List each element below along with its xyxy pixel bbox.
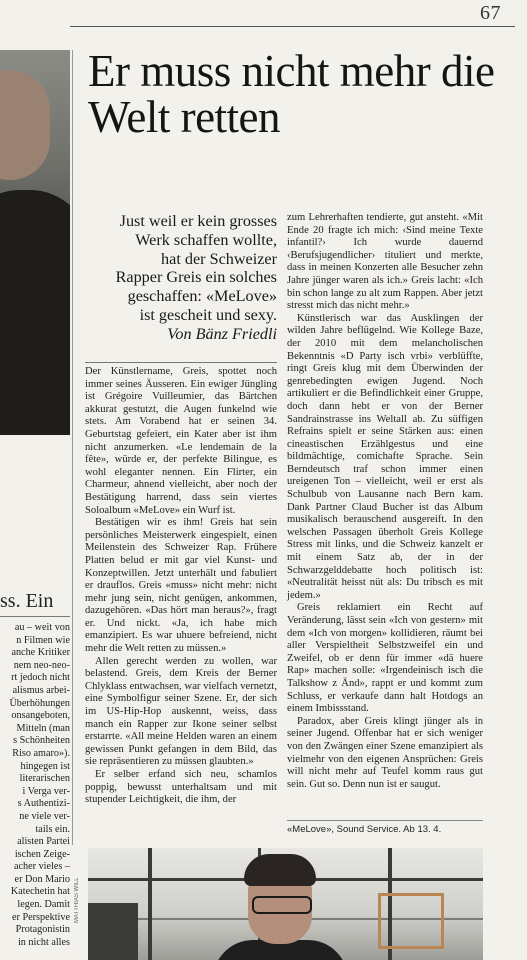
photo-orange-frame bbox=[378, 893, 444, 949]
lead-line: geschaffen: «MeLove» bbox=[127, 287, 277, 306]
article-headline: Er muss nicht mehr die Welt retten bbox=[88, 46, 495, 142]
lead-line: ist gescheit und sexy. bbox=[139, 305, 277, 324]
article-author: Von Bänz Friedli bbox=[167, 324, 277, 343]
photo-figure-head bbox=[0, 70, 50, 180]
left-column-line: Mitteln (man bbox=[16, 722, 70, 734]
left-column-line: Katechetin hat bbox=[10, 886, 70, 898]
top-rule bbox=[70, 26, 515, 27]
photo-credit: MATTHIAS WILL bbox=[74, 877, 80, 923]
left-article-column bbox=[0, 622, 70, 957]
paragraph: Künstlerisch war das Ausklingen der wilden Jahre beflügelnd. Wie Kollege Baze, der 2010 mit dem melancholischen Bekenntnis «D Party isch vrbi» verblüffte, ringt Greis klug mit dem Überwinden der genrebedingten ewigen Jugend. Noch artikuliert er die Befindlichkeit einer Gruppe, doch dann hebt er von der Berner Sandrainstrasse ins Weltall ab. Zu süffigen Refrains spielt er seine Stärken aus: einen cineastischen Erzählgestus und eine bildmächtige, comichafte Sprache. Sein Berndeutsch traf schon immer einen ureigenen Ton – vielleicht, weil er erst als Schulbub von Lausanne nach Bern kam. Dank Partner Claud Bucher ist das Album musikalisch berauschend ausgereift. In den welschen Passagen überholt Greis Kollege Stress mit links, und die Schweiz kanzelt er mit einem Satz ab, der in der Schwarzgelddebatte hoch politisch ist: «Neutralität heisst nüt als: Du tribsch es mit jedem.» bbox=[287, 312, 483, 601]
left-column-line: Riso amaro»). bbox=[12, 747, 70, 759]
article-column-1 bbox=[85, 366, 277, 807]
article-column-2 bbox=[287, 212, 483, 791]
article-photo bbox=[88, 848, 483, 960]
left-column-line: ischen Zeige- bbox=[14, 848, 70, 860]
left-column-line: er Don Mario bbox=[14, 873, 70, 885]
paragraph: Greis reklamiert ein Recht auf Veränderung, lässt sein «Ich von gestern» mit dem «Ich von morgen» kollidieren, räumt bei aller Verspieltheit Selbstzweifel ein und Zweifel, ob er denn für immer «dä huere Rap» machen solle: «Irgendeinisch isch die Talkshow z Änd», rappt er und kommt zum Schluss, er verkaufe dann halt Hotdogs an einem Imbissstand. bbox=[287, 602, 483, 715]
left-column-line: in nicht alles bbox=[17, 936, 70, 948]
photo-background-post bbox=[148, 848, 152, 960]
left-column-line: hingegen ist bbox=[20, 760, 70, 772]
credit-rule bbox=[287, 820, 483, 821]
left-rule bbox=[0, 616, 70, 617]
left-column-line: s Authentizi- bbox=[17, 798, 70, 810]
lead-line: hat der Schweizer bbox=[161, 249, 277, 268]
album-credit: «MeLove», Sound Service. Ab 13. 4. bbox=[287, 824, 442, 835]
lead-line: Just weil er kein grosses bbox=[119, 212, 277, 230]
lead-rule bbox=[85, 362, 277, 363]
left-column-line: onsangeboten, bbox=[11, 710, 70, 722]
left-column-line: nem neo-neo- bbox=[13, 659, 70, 671]
left-column-line: tails ein. bbox=[35, 823, 70, 835]
paragraph: Paradox, aber Greis klingt jünger als in seiner Jugend. Offenbar hat er sich weniger von den Zwängen einer Szene emanzipiert als vielmehr von den eigenen Ansprüchen: Greis will nicht mehr auf Teufel komm raus gut sein. Gut so. Denn nun ist er saugut. bbox=[287, 715, 483, 790]
left-column-line: legen. Damit bbox=[17, 899, 70, 911]
left-column-line: literarischen bbox=[19, 773, 70, 785]
left-column-line: Überhöhungen bbox=[9, 697, 70, 709]
left-column-line: alismus arbei- bbox=[12, 684, 70, 696]
lead-line: Rapper Greis ein solches bbox=[115, 268, 277, 287]
left-column-line: er Perspektive bbox=[12, 911, 70, 923]
left-column-line: acher vieles – bbox=[13, 861, 70, 873]
paragraph: Der Künstlername, Greis, spottet noch immer seines Äusseren. Ein ewiger Jüngling ist Grégoire Vuilleumier, das Bärtchen akkurat gestutzt, die Augen funkelnd wie stets. Am Vorabend hat er seinen 34. Geburtstag gefeiert, ein Kater aber ist ihm nicht anzumerken. «Le lendemain de la fête», würde er, der perfekte Bilingue, es wohl eleganter nennen. Ein Flirter, ein Charmeur, ahnend vielleicht, aber noch der Bestätigung harrend, dass sein viertes Soloalbum «MeLove» ein Wurf ist. bbox=[85, 366, 277, 516]
photo-subject-glasses bbox=[252, 896, 312, 914]
left-article-headline-fragment: ss. Ein bbox=[0, 590, 54, 612]
left-column-line: s Schönheiten bbox=[13, 735, 70, 747]
photo-left-figure bbox=[88, 903, 138, 960]
paragraph: Er selber erfand sich neu, schamlos poppig, bewusst unterhaltsam und mit stupender Leichtigkeit, die ihm, der bbox=[85, 769, 277, 806]
left-column-line: alisten Partei bbox=[17, 836, 70, 848]
page-number: 67 bbox=[480, 2, 501, 24]
left-column-line: i Verga ver- bbox=[22, 785, 70, 797]
left-column-line: au – weit von bbox=[14, 622, 70, 633]
left-column-line: anche Kritiker bbox=[11, 647, 70, 659]
paragraph: Allen gerecht werden zu wollen, war belastend. Greis, dem Kreis der Berner Chlyklass entwachsen, war vielfach vernetzt, eine Symbolfigur seiner Szene. Er, der sich im US-Hip-Hop auskennt, weiss, dass manch ein Rapper zur Ikone seiner selbst erstarrte. «All meine Helden waren an einem gewissen Punkt gefangen in dem Bild, das sie repräsentieren zu müssen glaubten.» bbox=[85, 655, 277, 768]
left-column-line: n Filmen wie bbox=[16, 634, 70, 646]
left-column-line: rt jedoch nicht bbox=[11, 672, 70, 684]
left-column-line: ne viele ver- bbox=[19, 810, 70, 822]
photo-figure-shoulder bbox=[0, 190, 70, 435]
article-lead bbox=[85, 212, 277, 344]
lead-line: Werk schaffen wollte, bbox=[135, 230, 277, 249]
column-divider bbox=[72, 50, 73, 845]
left-edge-photo bbox=[0, 50, 70, 435]
photo-subject-hair bbox=[244, 854, 316, 886]
paragraph: Bestätigen wir es ihm! Greis hat sein persönliches Meisterwerk eingespielt, einen Meilenstein des Schweizer Rap. Frühere Platten belud er mit gar viel Kunst- und Konzeptwillen. Jetzt unterhält und fabuliert er drauflos. Greis «muss» nicht mehr: nicht mehr jung sein, nicht genügen, ankommen, dazugehören. «Das hört man heraus?», fragt er. Und nickt. «Ja, ich habe mich emanzipiert. Es war uhuere befreiend, nicht mehr die Welt retten zu müssen.» bbox=[85, 517, 277, 655]
left-column-line: Protagonistin bbox=[15, 924, 70, 936]
paragraph: zum Lehrerhaften tendierte, gut ansteht. «Mit Ende 20 fragte ich mich: ‹Sind meine Texte infantil?› Ich wurde dauernd ‹Berufsjugendlicher› tituliert und merkte, dass in meinen Konzerten alle Besucher zehn Jahre jünger waren als ich.» Greis lacht: «Ich bin schon lange zu alt zum Rappen. Aber jetzt stresst mich das nicht mehr.» bbox=[287, 212, 483, 312]
